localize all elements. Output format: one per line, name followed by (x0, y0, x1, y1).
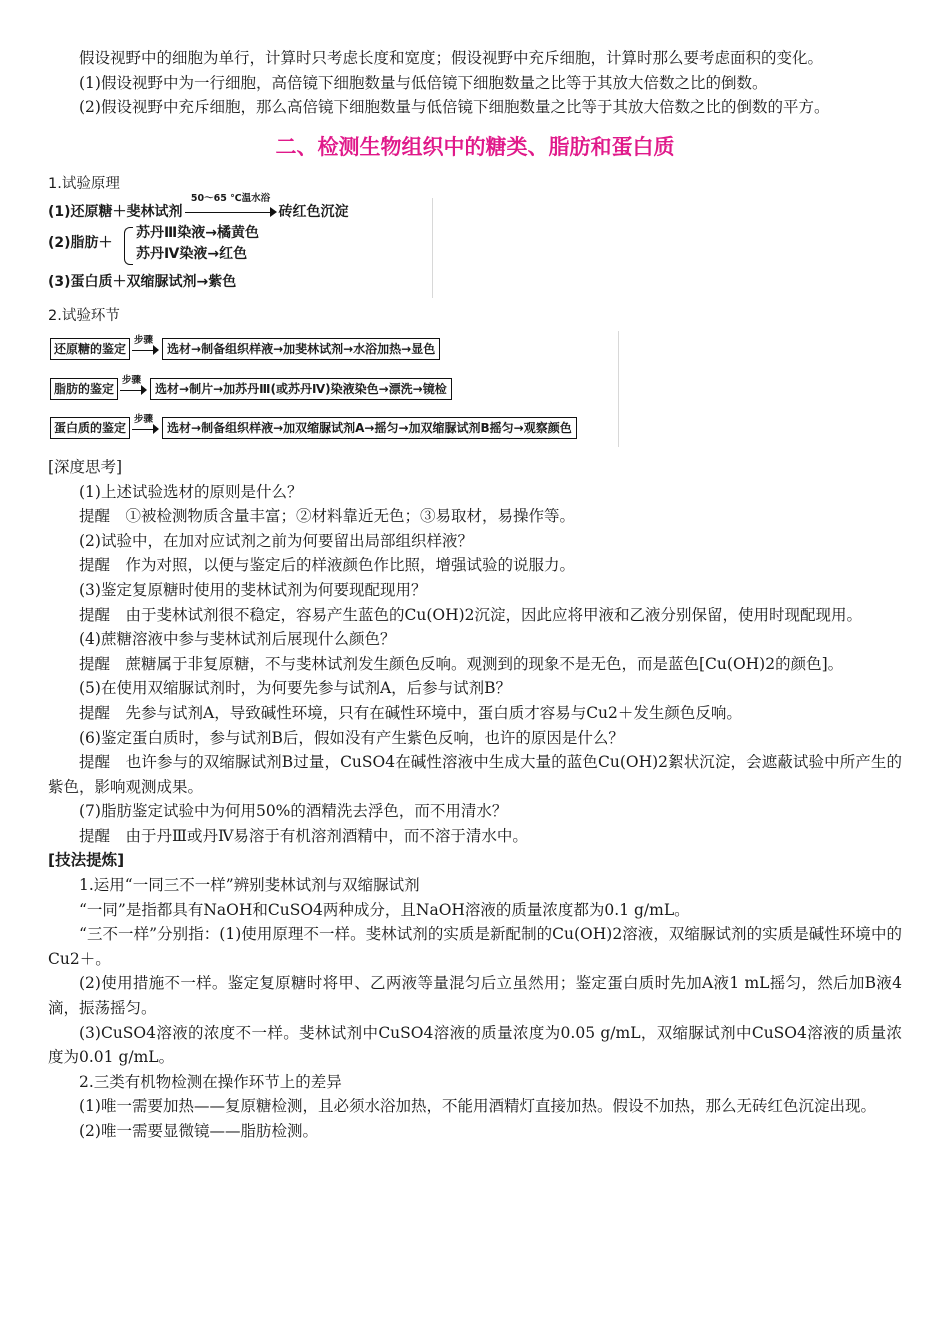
intro-paragraph-1: 假设视野中的细胞为单行，计算时只考虑长度和宽度；假设视野中充斥细胞，计算时那么要考虑面积的变化。 (79, 49, 824, 67)
principle-line-2b: 苏丹Ⅳ染液→红色 (136, 246, 248, 263)
section-title: 二、检测生物组织中的糖类、脂肪和蛋白质 (275, 134, 675, 159)
intro-paragraph-2: (1)假设视野中为一行细胞，高倍镜下细胞数量与低倍镜下细胞数量之比等于其放大倍数之比的倒数。 (79, 73, 768, 92)
steps-row-label: 脂肪的鉴定 (50, 378, 118, 400)
steps-row-flow: 选材→制备组织样液→加斐林试剂→水浴加热→显色 (162, 338, 440, 360)
principle-line-2-left: (2)脂肪＋ (48, 235, 113, 252)
step-arrow-icon: 步骤 (118, 379, 150, 399)
deep-line: (2)试验中，在加对应试剂之前为何要留出局部组织样液？ (79, 531, 473, 550)
deep-line: (3)鉴定复原糖时使用的斐林试剂为何要现配现用？ (79, 580, 427, 599)
tech-line: “一同”是指都具有NaOH和CuSO4两种成分，且NaOH溶液的质量浓度都为0.1 g/mL。 (79, 900, 690, 919)
deep-line: 提醒 作为对照，以便与鉴定后的样液颜色作比照，增强试验的说服力。 (79, 556, 576, 575)
deep-line: (5)在使用双缩脲试剂时，为何要先参与试剂A，后参与试剂B？ (79, 679, 512, 698)
document-page (48, 46, 902, 1144)
deep-line: 提醒 由于斐林试剂很不稳定，容易产生蓝色的Cu(OH)2沉淀，因此应将甲液和乙液分别保留，使用时现配现用。 (79, 605, 863, 624)
steps-heading: 2.试验环节 (48, 308, 120, 325)
principle-line-3: (3)蛋白质＋双缩脲试剂→紫色 (48, 274, 237, 291)
principle-line-2a: 苏丹Ⅲ染液→橘黄色 (136, 225, 259, 242)
principle-figure (48, 193, 433, 298)
deep-line: (7)脂肪鉴定试验中为何用50%的酒精洗去浮色，而不用清水？ (79, 802, 508, 821)
deep-line: (6)鉴定蛋白质时，参与试剂B后，假如没有产生紫色反响，也许的原因是什么？ (79, 728, 624, 747)
tech-line: (3)CuSO4溶液的浓度不一样。斐林试剂中CuSO4溶液的质量浓度为0.05 g/mL，双缩脲试剂中CuSO4溶液的质量浓度为0.01 g/mL。 (48, 1023, 902, 1067)
principle-line-1 (48, 193, 349, 222)
deep-line: 提醒 蔗糖属于非复原糖，不与斐林试剂发生颜色反响。观测到的现象不是无色，而是蓝色[Cu(OH)2的颜色]。 (79, 654, 844, 673)
steps-row (50, 374, 452, 401)
steps-figure (50, 331, 619, 447)
principle-line-1-left: (1)还原糖＋斐林试剂 (48, 204, 183, 221)
steps-row-label: 还原糖的鉴定 (50, 338, 130, 360)
tech-line: (1)唯一需要加热——复原糖检测，且必须水浴加热，不能用酒精灯直接加热。假设不加热，那么无砖红色沉淀出现。 (79, 1097, 876, 1116)
steps-row-label: 蛋白质的鉴定 (50, 417, 130, 439)
deep-line: 提醒 ①被检测物质含量丰富；②材料靠近无色；③易取材，易操作等。 (79, 507, 576, 526)
condition-label: 50～65 ℃温水浴 (190, 193, 271, 205)
steps-row (50, 334, 440, 361)
steps-row-flow: 选材→制片→加苏丹Ⅲ(或苏丹Ⅳ)染液染色→漂洗→镜检 (150, 378, 452, 400)
deep-thinking-heading: [深度思考] (48, 457, 123, 476)
tech-line: 2.三类有机物检测在操作环节上的差异 (79, 1072, 342, 1091)
technique-heading: [技法提炼] (48, 851, 125, 870)
steps-row-flow: 选材→制备组织样液→加双缩脲试剂A→摇匀→加双缩脲试剂B摇匀→观察颜色 (162, 417, 577, 439)
tech-line: (2)唯一需要显微镜——脂肪检测。 (79, 1122, 318, 1140)
deep-line: 提醒 由于丹Ⅲ或丹Ⅳ易溶于有机溶剂酒精中，而不溶于清水中。 (79, 826, 528, 845)
principle-line-1-right: 砖红色沉淀 (278, 204, 349, 221)
brace-icon (124, 227, 133, 265)
tech-line: “三不一样”分别指：(1)使用原理不一样。斐林试剂的实质是新配制的Cu(OH)2溶液，双缩脲试剂的实质是碱性环境中的Cu2＋。 (48, 925, 902, 968)
step-arrow-icon: 步骤 (130, 339, 162, 359)
condition-arrow (185, 193, 277, 219)
deep-line: (1)上述试验选材的原则是什么？ (79, 482, 303, 501)
principle-heading: 1.试验原理 (48, 175, 120, 192)
deep-line: 提醒 先参与试剂A，导致碱性环境，只有在碱性环境中，蛋白质才容易与Cu2＋发生颜色反响。 (79, 703, 742, 722)
tech-line: 1.运用“一同三不一样”辨别斐林试剂与双缩脲试剂 (79, 876, 420, 895)
intro-paragraph-3: (2)假设视野中充斥细胞，那么高倍镜下细胞数量与低倍镜下细胞数量之比等于其放大倍数之比的倒数的平方。 (79, 98, 830, 117)
deep-line: 提醒 也许参与的双缩脲试剂B过量，CuSO4在碱性溶液中生成大量的蓝色Cu(OH)2絮状沉淀，会遮蔽试验中所产生的紫色，影响观测成果。 (48, 753, 902, 796)
step-arrow-icon: 步骤 (130, 418, 162, 438)
tech-line: (2)使用措施不一样。鉴定复原糖时将甲、乙两液等量混匀后立虽然用；鉴定蛋白质时先加A液1 mL摇匀，然后加B液4滴，振荡摇匀。 (48, 974, 902, 1018)
deep-line: (4)蔗糖溶液中参与斐林试剂后展现什么颜色？ (79, 630, 396, 649)
steps-row (50, 413, 577, 440)
